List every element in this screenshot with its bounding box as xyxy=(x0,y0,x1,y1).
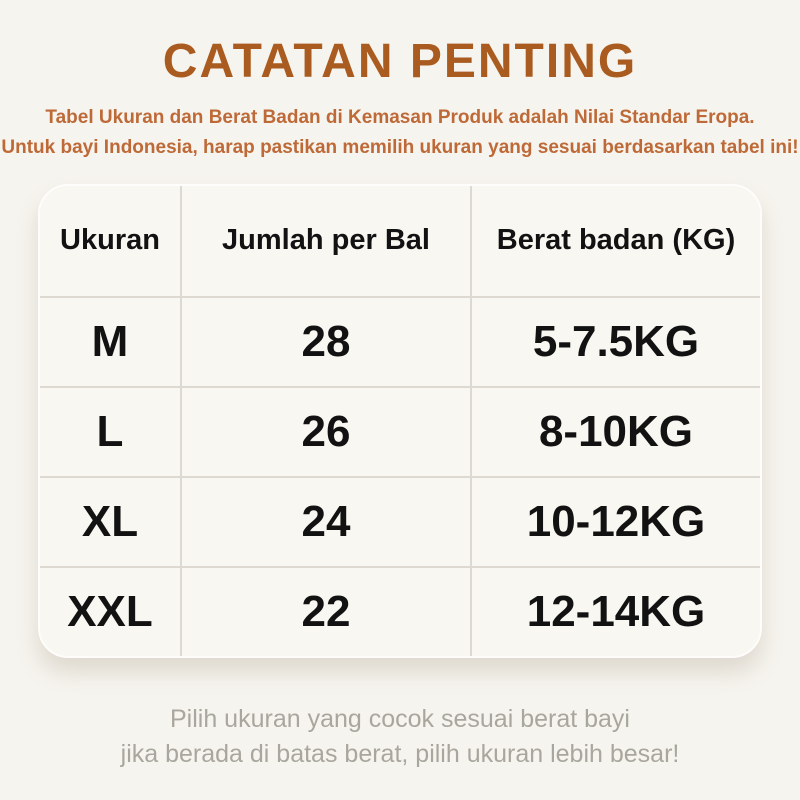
size-table xyxy=(40,186,760,656)
cell-weight-xl: 10-12KG xyxy=(470,476,760,566)
subtitle-line-2: Untuk bayi Indonesia, harap pastikan memilih ukuran yang sesuai berdasarkan tabel ini! xyxy=(1,137,799,159)
cell-weight-m: 5-7.5KG xyxy=(470,296,760,386)
header-ukuran: Ukuran xyxy=(60,224,160,257)
cell-qty-xxl: 22 xyxy=(180,566,470,656)
footer-line-1: Pilih ukuran yang cocok sesuai berat bayi xyxy=(170,704,630,733)
cell-qty-l: 26 xyxy=(180,386,470,476)
cell-size-xxl: XXL xyxy=(40,566,180,656)
size-table-card xyxy=(38,184,762,658)
header-berat-badan: Berat badan (KG) xyxy=(470,186,760,296)
cell-qty-xl: 24 xyxy=(180,476,470,566)
page-title: CATATAN PENTING xyxy=(162,35,638,88)
header-jumlah-per-bal: Jumlah per Bal xyxy=(180,186,470,296)
cell-size-l: L xyxy=(40,386,180,476)
cell-qty-m: 28 xyxy=(180,296,470,386)
cell-weight-l: 8-10KG xyxy=(470,386,760,476)
footer-note xyxy=(121,702,680,772)
cell-size-m: M xyxy=(40,296,180,386)
footer-line-2: jika berada di batas berat, pilih ukuran lebih besar! xyxy=(120,739,680,768)
warning-subtitle xyxy=(1,103,798,164)
cell-weight-xxl: 12-14KG xyxy=(470,566,760,656)
cell-size-xl: XL xyxy=(40,476,180,566)
subtitle-line-1: Tabel Ukuran dan Berat Badan di Kemasan Produk adalah Nilai Standar Eropa. xyxy=(45,106,755,128)
